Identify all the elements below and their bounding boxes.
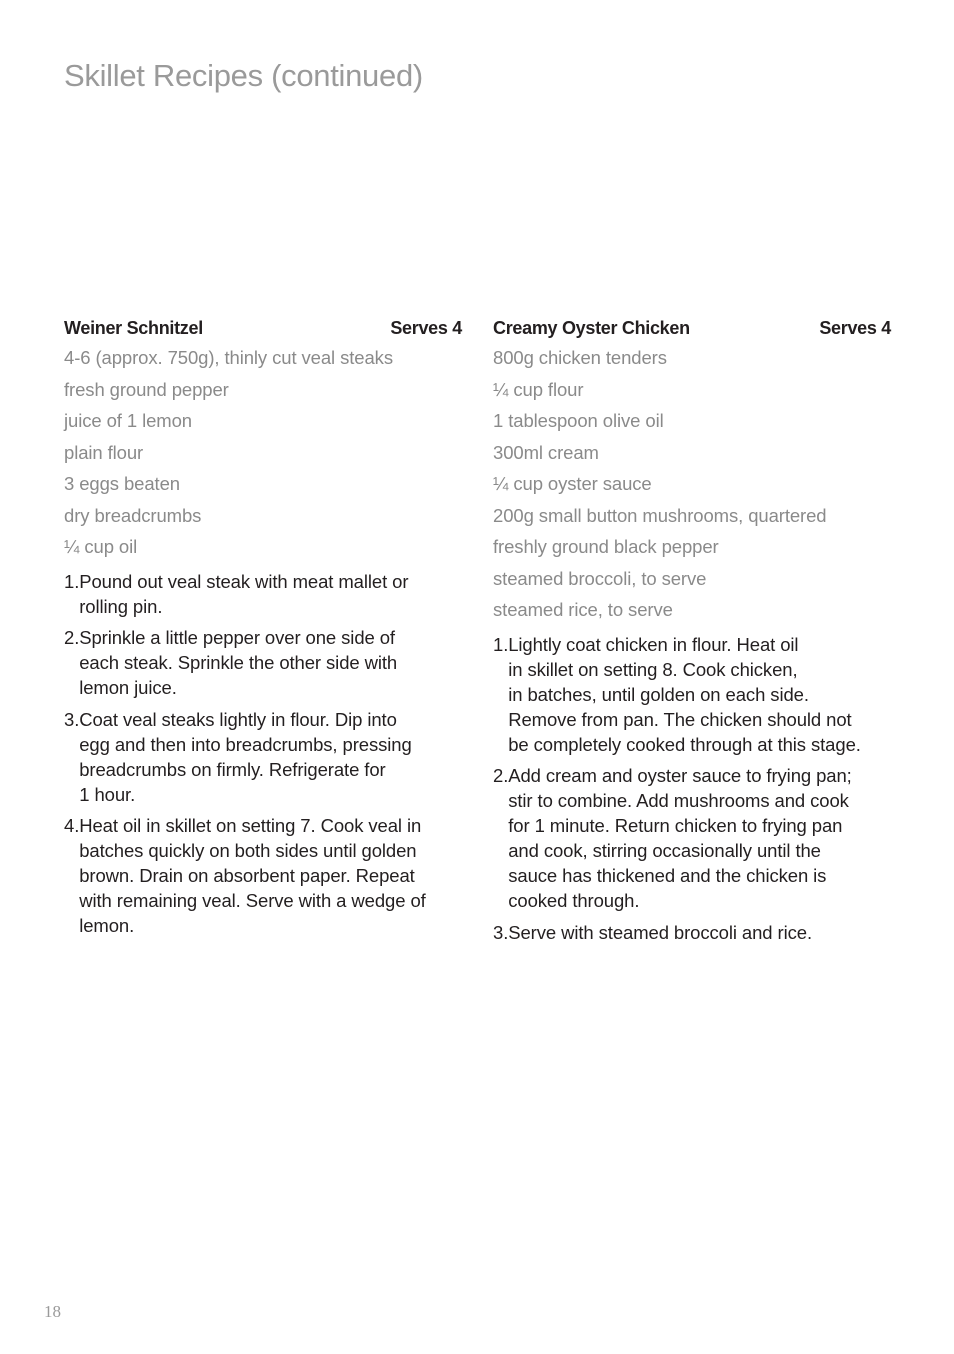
method-step bbox=[493, 763, 891, 913]
recipe-title: Weiner Schnitzel bbox=[64, 318, 203, 338]
ingredient-list bbox=[493, 348, 891, 632]
step-text: Pound out veal steak with meat mallet or rolling pin. bbox=[79, 570, 409, 617]
ingredient-item: juice of 1 lemon bbox=[64, 410, 192, 431]
method-step bbox=[493, 632, 891, 757]
step-number: 4. bbox=[64, 815, 80, 836]
method-steps bbox=[64, 569, 462, 939]
ingredient-item: plain flour bbox=[64, 441, 144, 463]
ingredient-list bbox=[64, 348, 462, 569]
ingredient-item: 200g small button mushrooms, quartered bbox=[493, 504, 827, 526]
page-title: Skillet Recipes (continued) bbox=[64, 58, 423, 93]
method-step bbox=[64, 707, 462, 807]
recipe-header bbox=[64, 318, 462, 344]
step-text: Lightly coat chicken in flour. Heat oil in skillet on setting 8. Cook chicken, in batches, until golden on each side. Remove from pan. The chicken should not be completely cooked through at this stage. bbox=[508, 633, 861, 755]
method-step bbox=[64, 569, 462, 619]
ingredient-item: steamed broccoli, to serve bbox=[493, 567, 707, 589]
ingredient-item: freshly ground black pepper bbox=[493, 536, 719, 557]
step-number: 2. bbox=[493, 765, 509, 786]
method-step bbox=[64, 813, 462, 938]
recipe-weiner-schnitzel bbox=[64, 318, 462, 945]
recipe-title: Creamy Oyster Chicken bbox=[493, 318, 690, 338]
ingredient-item: ¼ cup oyster sauce bbox=[493, 473, 652, 494]
method-step bbox=[64, 625, 462, 700]
step-text: Add cream and oyster sauce to frying pan; stir to combine. Add mushrooms and cook for 1 minute. Return chicken to frying pan and cook, stirring occasionally until the sauce has thickened and the chicken is cooked through. bbox=[508, 765, 852, 911]
ingredient-item: 3 eggs beaten bbox=[64, 473, 180, 494]
ingredient-item: ¼ cup oil bbox=[64, 536, 138, 557]
step-number: 2. bbox=[64, 627, 80, 648]
step-number: 1. bbox=[493, 633, 509, 655]
step-number: 3. bbox=[493, 921, 509, 943]
step-text: Serve with steamed broccoli and rice. bbox=[508, 921, 812, 943]
recipe-header bbox=[493, 318, 891, 344]
step-text: Coat veal steaks lightly in flour. Dip into egg and then into breadcrumbs, pressing breadcrumbs on firmly. Refrigerate for 1 hour. bbox=[79, 708, 412, 805]
ingredient-item: steamed rice, to serve bbox=[493, 599, 673, 620]
recipe-serves: Serves 4 bbox=[390, 318, 462, 338]
recipe-creamy-oyster-chicken bbox=[493, 318, 891, 951]
ingredient-item: ¼ cup flour bbox=[493, 378, 584, 400]
step-text: Heat oil in skillet on setting 7. Cook veal in batches quickly on both sides until golden brown. Drain on absorbent paper. Repeat with remaining veal. Serve with a wedge of lemon. bbox=[79, 815, 426, 936]
step-text: Sprinkle a little pepper over one side of each steak. Sprinkle the other side with lemon juice. bbox=[79, 627, 398, 698]
ingredient-item: dry breadcrumbs bbox=[64, 504, 202, 526]
method-steps bbox=[493, 632, 891, 945]
ingredient-item: 800g chicken tenders bbox=[493, 347, 667, 368]
recipe-serves: Serves 4 bbox=[819, 318, 891, 338]
ingredient-item: 1 tablespoon olive oil bbox=[493, 410, 664, 431]
method-step bbox=[493, 920, 891, 945]
page-number: 18 bbox=[44, 1302, 61, 1321]
ingredient-item: 300ml cream bbox=[493, 441, 599, 463]
step-number: 1. bbox=[64, 570, 80, 592]
ingredient-item: fresh ground pepper bbox=[64, 378, 229, 400]
ingredient-item: 4-6 (approx. 750g), thinly cut veal steaks bbox=[64, 347, 393, 368]
step-number: 3. bbox=[64, 708, 80, 730]
